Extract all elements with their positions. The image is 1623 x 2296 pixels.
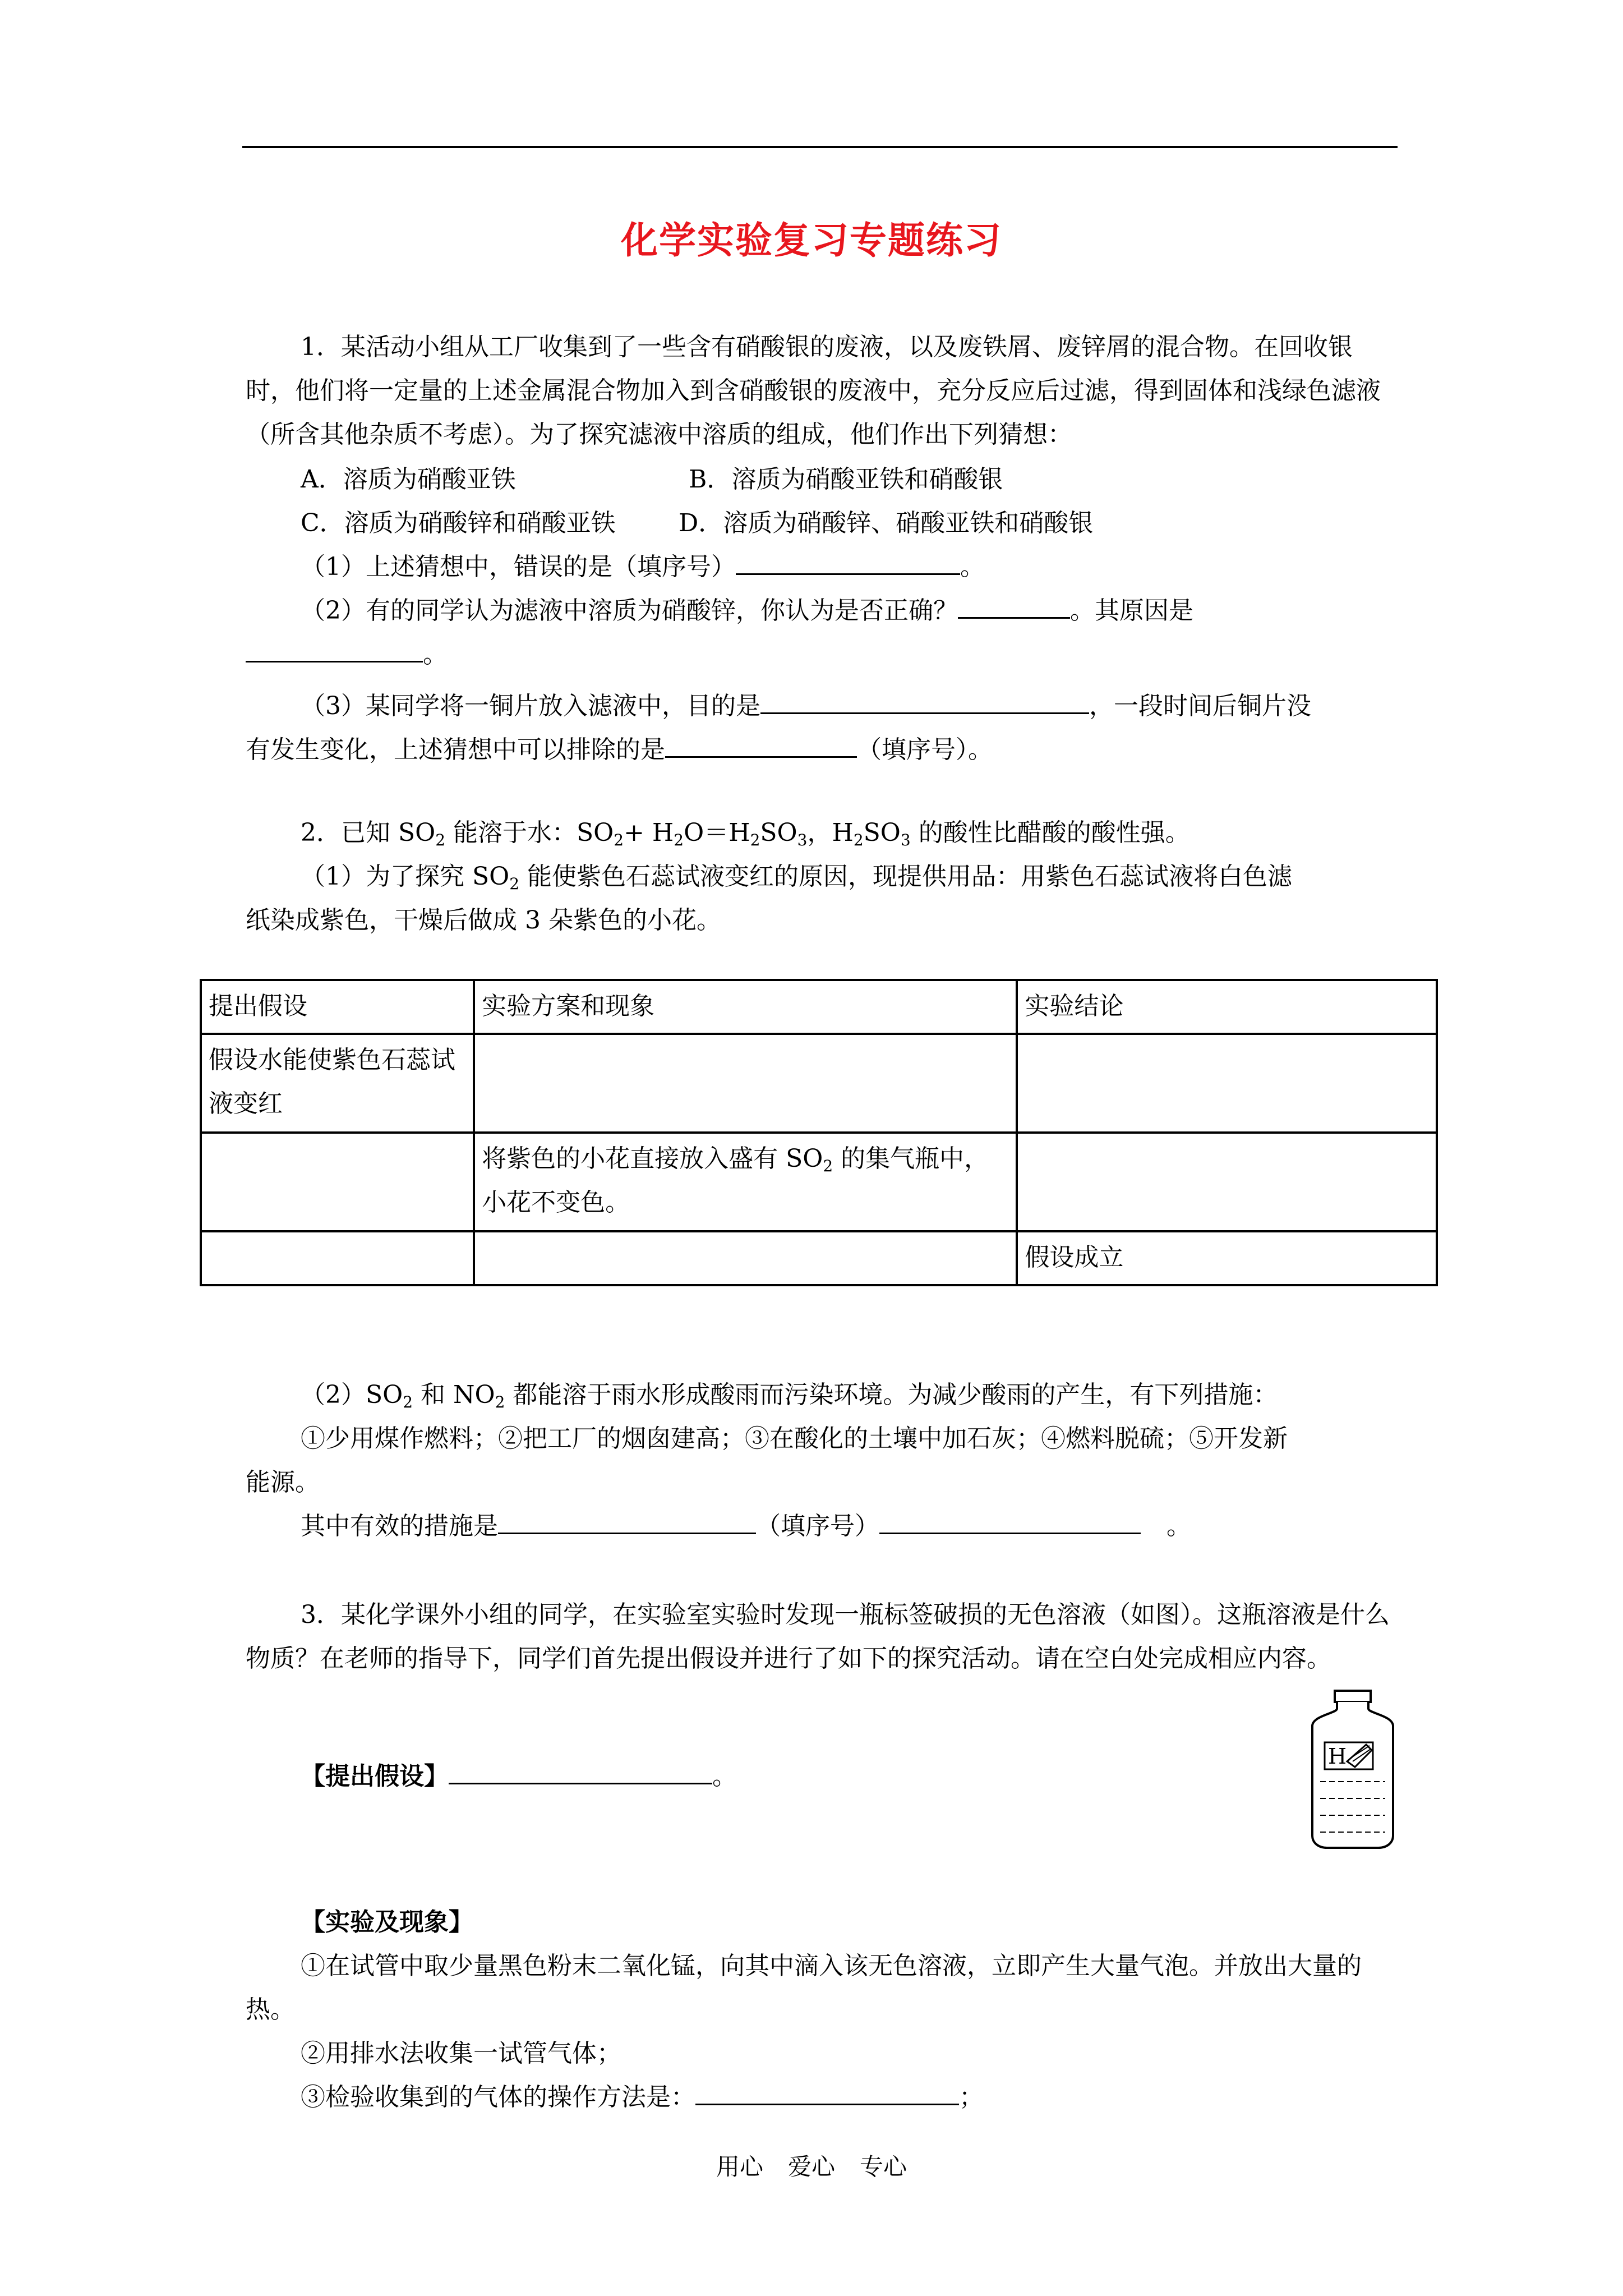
q1-sub2-blank[interactable] <box>958 590 1070 619</box>
q2-measures: ①少用煤作燃料；②把工厂的烟囱建高；③在酸化的土壤中加石灰；④燃料脱硫；⑤开发新 <box>301 1424 1288 1453</box>
table-row <box>201 1133 1437 1231</box>
q1-sub3: （3）某同学将一铜片放入滤液中，目的是 ，一段时间后铜片没 <box>301 684 1311 728</box>
q2-intro: 2．已知 $SO_2$ 能溶于水：$SO_2+ H_2O=H_2SO_3$，$H_2SO_3$ 的酸性比醋酸的酸性强。 <box>301 818 1190 849</box>
table-cell-blank[interactable] <box>201 1133 474 1231</box>
table-cell-blank[interactable] <box>1017 1034 1437 1133</box>
table-header-conclusion: 实验结论 <box>1017 980 1437 1034</box>
q3-hypothesis-blank[interactable] <box>449 1756 712 1784</box>
q1-option-a: A．溶质为硝酸亚铁 <box>301 465 516 494</box>
q3-step1: ①在试管中取少量黑色粉末二氧化锰，向其中滴入该无色溶液，立即产生大量气泡。并放出大量的热。 <box>246 1952 1362 2024</box>
reagent-bottle-icon <box>1308 1688 1398 1851</box>
q3-hypothesis: 【提出假设】 。 <box>301 1755 737 1798</box>
table-header-row <box>201 980 1437 1034</box>
table-cell-blank[interactable] <box>474 1231 1017 1285</box>
table-cell-blank[interactable] <box>1017 1133 1437 1231</box>
q3-step3-blank[interactable] <box>695 2077 959 2105</box>
q1-sub2: （2）有的同学认为滤液中溶质为硝酸锌，你认为是否正确？ 。其原因是 <box>301 589 1193 633</box>
q1-sub2-reason-blank[interactable] <box>246 634 423 662</box>
footer <box>0 2148 1623 2182</box>
q1-intro: 1．某活动小组从工厂收集到了一些含有硝酸银的废液，以及废铁屑、废锌屑的混合物。在回收银时，他们将一定量的上述金属混合物加入到含硝酸银的废液中，充分反应后过滤，得到固体和浅绿色滤液（所含其他杂质不考虑）。为了探究滤液中溶质的组成，他们作出下列猜想： <box>246 333 1381 449</box>
table-row <box>201 1231 1437 1285</box>
header-rule <box>242 146 1398 148</box>
q1-sub1-blank[interactable] <box>736 546 960 575</box>
table-cell-blank[interactable] <box>201 1231 474 1285</box>
q1-option-b: B．溶质为硝酸亚铁和硝酸银 <box>689 465 1003 494</box>
q2-effective-blank-2[interactable] <box>879 1506 1141 1534</box>
footer-item: 专心 <box>860 2153 907 2180</box>
q2-part1-cont: 纸染成紫色，干燥后做成 3 朵紫色的小花。 <box>246 906 721 935</box>
q2-measures-cont: 能源。 <box>246 1468 320 1497</box>
table-header-procedure: 实验方案和现象 <box>474 980 1017 1034</box>
q3-step3: ③检验收集到的气体的操作方法是： ； <box>301 2076 984 2119</box>
q1-sub3-exclude-blank[interactable] <box>665 729 857 758</box>
q1-sub1: （1）上述猜想中，错误的是（填序号） 。 <box>301 545 985 589</box>
experiment-table <box>200 979 1438 1286</box>
q1-sub3-blank[interactable] <box>760 685 1089 714</box>
table-header-hypothesis: 提出假设 <box>201 980 474 1034</box>
q1-option-d: D．溶质为硝酸锌、硝酸亚铁和硝酸银 <box>679 509 1094 537</box>
q3-step2: ②用排水法收集一试管气体； <box>301 2039 621 2068</box>
bottle-label-text: H <box>1328 1744 1347 1769</box>
q3-intro: 3．某化学课外小组的同学，在实验室实验时发现一瓶标签破损的无色溶液（如图）。这瓶溶液是什么物质？在老师的指导下，同学们首先提出假设并进行了如下的探究活动。请在空白处完成相应内容。 <box>246 1600 1390 1673</box>
q1-option-c: C．溶质为硝酸锌和硝酸亚铁 <box>301 509 616 537</box>
footer-item: 爱心 <box>787 2153 835 2180</box>
q2-effective-blank[interactable] <box>498 1506 756 1534</box>
table-row <box>201 1034 1437 1133</box>
q2-effective: 其中有效的措施是 （填序号） 。 <box>301 1504 1191 1548</box>
table-cell-procedure: 将紫色的小花直接放入盛有 $SO_2$ 的集气瓶中，小花不变色。 <box>474 1133 1017 1231</box>
q3-experiment-label: 【实验及现象】 <box>301 1908 473 1936</box>
page-title: 化学实验复习专题练习 <box>621 218 1002 262</box>
q2-part1: （1）为了探究 $SO_2$ 能使紫色石蕊试液变红的原因，现提供用品：用紫色石蕊试液将白色滤 <box>301 862 1293 893</box>
q1-sub2-reason: 。 <box>246 633 448 677</box>
table-cell-blank[interactable] <box>474 1034 1017 1133</box>
q1-sub3-cont: 有发生变化，上述猜想中可以排除的是 （填序号）。 <box>246 728 993 772</box>
table-cell-conclusion: 假设成立 <box>1017 1231 1437 1285</box>
table-cell-hypothesis: 假设水能使紫色石蕊试液变红 <box>201 1034 474 1133</box>
footer-item: 用心 <box>716 2153 763 2180</box>
q2-part2: $(2)SO_2$ 和 $NO_2$ 都能溶于雨水形成酸雨而污染环境。为减少酸雨的产生，有下列措施： <box>301 1381 1278 1411</box>
